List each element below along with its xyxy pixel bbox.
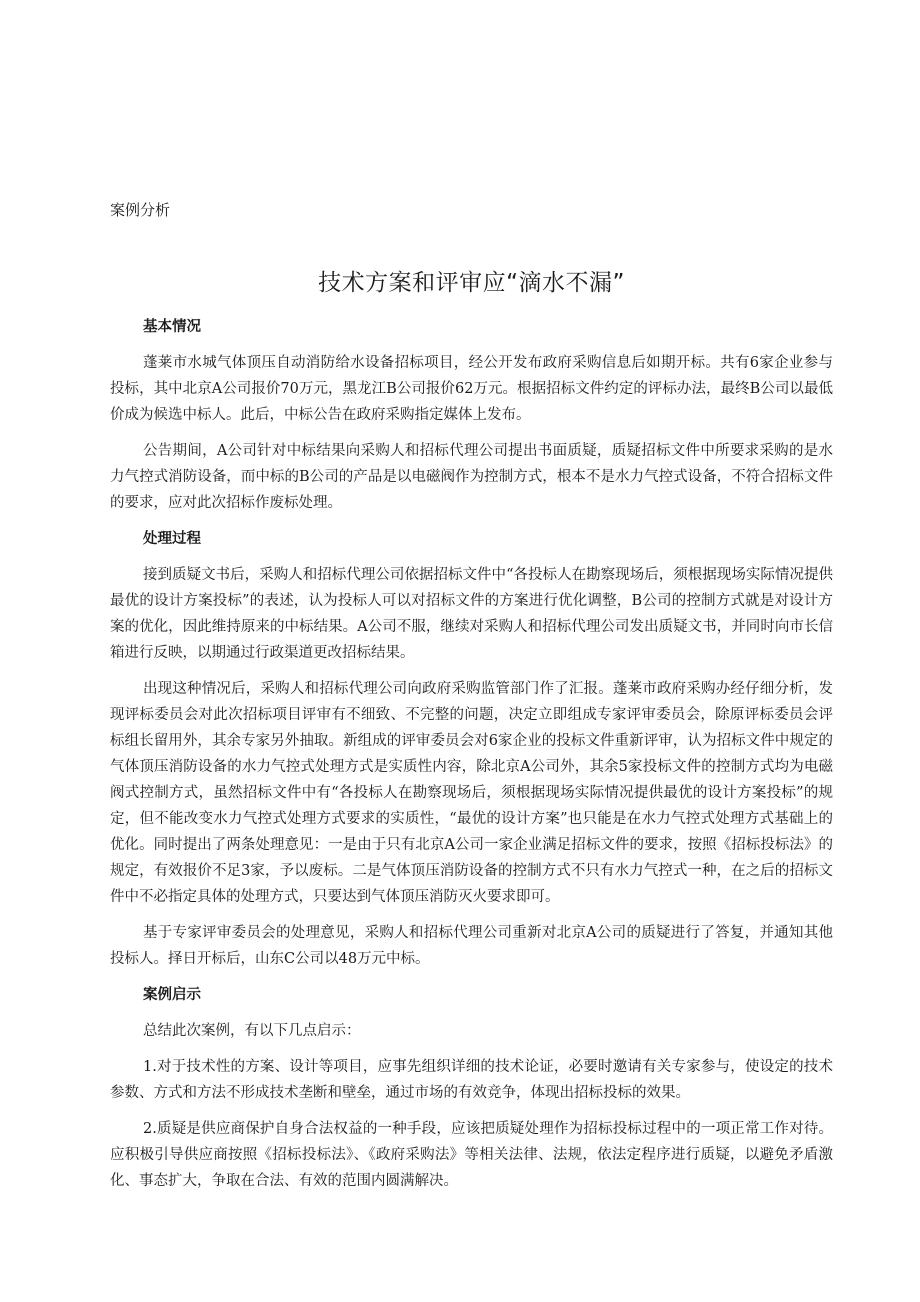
paragraph: 出现这种情况后，采购人和招标代理公司向政府采购监管部门作了汇报。蓬莱市政府采购办经仔细分析，发现评标委员会对此次招标项目评审有不细致、不完整的问题，决定立即组成专家评审委员会，除原评标委员会评标组长留用外，其余专家另外抽取。新组成的评审委员会对6家企业的投标文件重新评审，认为招标文件中规定的气体顶压消防设备的水力气控式处理方式是实质性内容，除北京A公司外，其余5家投标文件的控制方式均为电磁阀式控制方式，虽然招标文件中有“各投标人在勘察现场后，须根据现场实际情况提供最优的设计方案投标”的规定，但不能改变水力气控式处理方式要求的实质性，“最优的设计方案”也只能是在水力气控式处理方式基础上的优化。同时提出了两条处理意见：一是由于只有北京A公司一家企业满足招标文件的要求，按照《招标投标法》的规定，有效报价不足3家，予以废标。二是气体顶压消防设备的控制方式不只有水力气控式一种，在之后的招标文件中不必指定具体的处理方式，只要达到气体顶压消防灭火要求即可。 [110,681,833,905]
paragraph: 1.对于技术性的方案、设计等项目，应事先组织详细的技术论证，必要时邀请有关专家参与，使设定的技术参数、方式和方法不形成技术垄断和壁垒，通过市场的有效竞争，体现出招标投标的效果。 [110,1059,833,1101]
paragraph: 总结此次案例，有以下几点启示： [143,1023,361,1039]
article-title: 技术方案和评审应“滴水不漏” [318,270,625,296]
paragraph: 蓬莱市水城气体顶压自动消防给水设备招标项目，经公开发布政府采购信息后如期开标。共有6家企业参与投标，其中北京A公司报价70万元，黑龙江B公司报价62万元。根据招标文件约定的评标办法，最终B公司以最低价成为候选中标人。此后，中标公告在政府采购指定媒体上发布。 [110,355,833,423]
section-process [110,528,833,972]
section-basic-info [110,316,833,516]
article-body [110,316,833,1204]
section-heading: 案例启示 [143,987,201,1003]
category-label: 案例分析 [110,201,171,219]
paragraph: 接到质疑文书后，采购人和招标代理公司依据招标文件中“各投标人在勘察现场后，须根据现场实际情况提供最优的设计方案投标”的表述，认为投标人可以对招标文件的方案进行优化调整，B公司的控制方式就是对设计方案的优化，因此维持原来的中标结果。A公司不服，继续对采购人和招标代理公司发出质疑文书，并同时向市长信箱进行反映，以期通过行政渠道更改招标结果。 [110,567,833,661]
section-heading: 处理过程 [143,531,201,547]
paragraph: 公告期间，A公司针对中标结果向采购人和招标代理公司提出书面质疑，质疑招标文件中所要求采购的是水力气控式消防设备，而中标的B公司的产品是以电磁阀作为控制方式，根本不是水力气控式设备，不符合招标文件的要求，应对此次招标作废标处理。 [110,443,833,511]
section-heading: 基本情况 [143,319,201,335]
section-lessons [110,984,833,1194]
paragraph: 基于专家评审委员会的处理意见，采购人和招标代理公司重新对北京A公司的质疑进行了答复，并通知其他投标人。择日开标后，山东C公司以48万元中标。 [110,925,833,967]
paragraph: 2.质疑是供应商保护自身合法权益的一种手段，应该把质疑处理作为招标投标过程中的一项正常工作对待。应积极引导供应商按照《招标投标法》、《政府采购法》等相关法律、法规，依法定程序进行质疑，以避免矛盾激化、事态扩大，争取在合法、有效的范围内圆满解决。 [110,1121,833,1189]
